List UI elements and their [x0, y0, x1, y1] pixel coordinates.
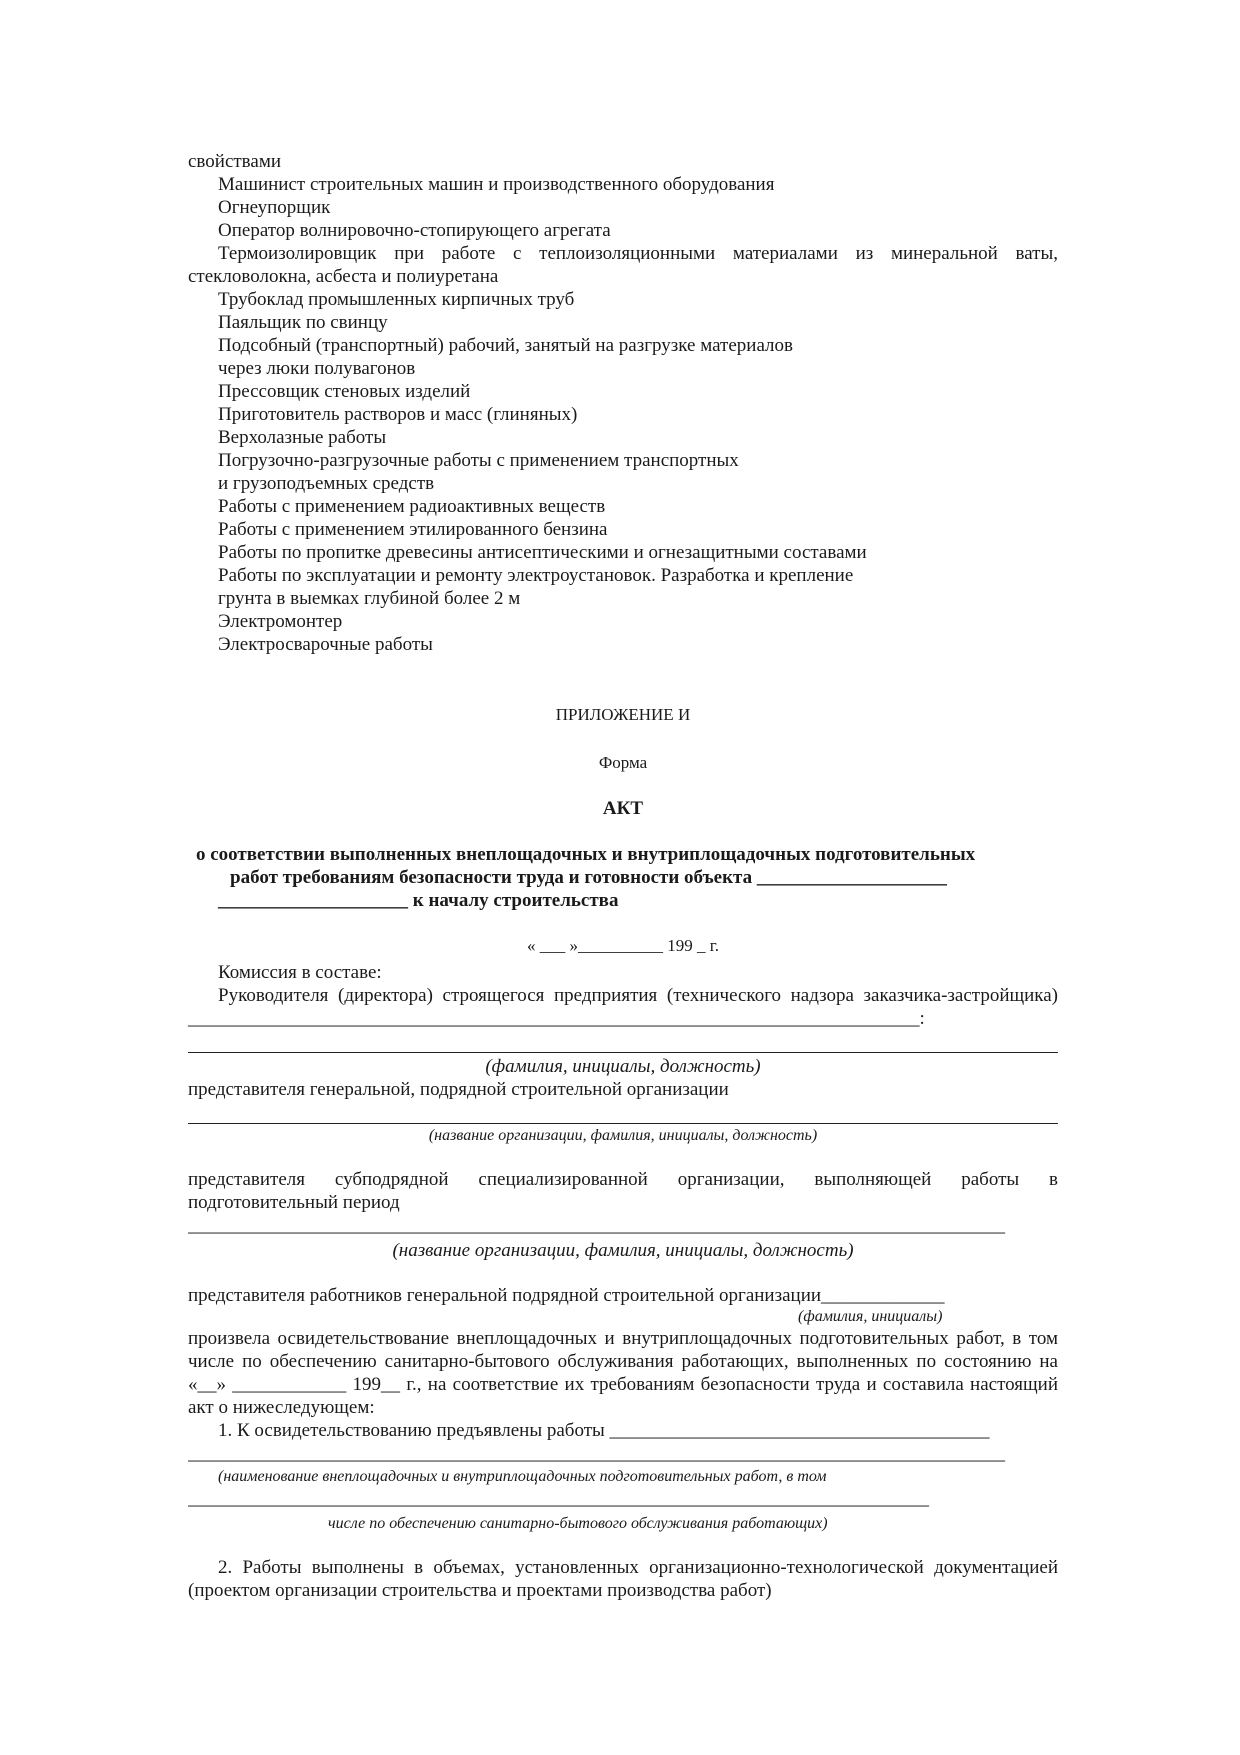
list-lead: свойствами	[188, 151, 282, 172]
list-item: Работы с применением этилированного бензина	[218, 519, 608, 540]
caption-org-name-position-2: (название организации, фамилия, инициалы, должность)	[392, 1240, 854, 1261]
list-item: Работы по эксплуатации и ремонту электроустановок. Разработка и крепление	[218, 565, 854, 586]
list-item: Верхолазные работы	[218, 427, 387, 448]
list-item: Трубоклад промышленных кирпичных труб	[218, 289, 575, 310]
caption-name-initials: (фамилия, инициалы)	[798, 1308, 943, 1325]
list-item: Машинист строительных машин и производственного оборудования	[218, 174, 775, 195]
workers-rep: представителя работников генеральной подрядной строительной организации_____________	[188, 1285, 945, 1306]
inspection-paragraph: произвела освидетельствование внеплощадочных и внутриплощадочных подготовительных работ, в том числе по обеспечению санитарно-бытового обслуживания работающих, выполненных по состоянию на «__» ____________ 199__ г., на соответствие их требованиям безопасности труда и составила настоящий акт о нижеследующем:	[188, 1328, 1058, 1418]
subcontractor-rep: представителя субподрядной специализированной организации, выполняющей работы в подготовительный период	[188, 1169, 1058, 1213]
fill-line-1	[188, 1052, 1058, 1053]
caption-org-name-position: (название организации, фамилия, инициалы, должность)	[428, 1127, 818, 1144]
item-1: 1. К освидетельствованию предъявлены работы ________________________________________	[218, 1420, 990, 1441]
form-label: Форма	[598, 753, 648, 772]
list-item: Огнеупорщик	[218, 197, 331, 218]
act-subtitle	[188, 843, 1058, 912]
item-2: 2. Работы выполнены в объемах, установленных организационно-технологической документацией (проектом организации строительства и проектами производства работ)	[188, 1557, 1058, 1601]
list-item: Оператор волнировочно-стопирующего агрегата	[218, 220, 611, 241]
list-item: Электромонтер	[218, 611, 343, 632]
act-subtitle-line-3: ____________________ к началу строительства	[218, 890, 619, 911]
caption-sanitary: числе по обеспечению санитарно-бытового обслуживания работающих)	[328, 1515, 828, 1532]
act-subtitle-line-1: о соответствии выполненных внеплощадочных и внутриплощадочных подготовительных	[196, 844, 976, 865]
act-subtitle-line-2: работ требованиям безопасности труда и готовности объекта ____________________	[230, 867, 947, 888]
caption-name-position: (фамилия, инициалы, должность)	[485, 1056, 761, 1077]
list-item: Паяльщик по свинцу	[218, 312, 388, 333]
fill-line-4: ______________________________________________________________________________________	[188, 1443, 1005, 1464]
list-item: Прессовщик стеновых изделий	[218, 381, 471, 402]
list-item: Погрузочно-разгрузочные работы с применением транспортных	[218, 450, 739, 471]
list-item: и грузоподъемных средств	[218, 473, 435, 494]
list-item: Электросварочные работы	[218, 634, 433, 655]
head-of-enterprise: Руководителя (директора) строящегося предприятия (технического надзора заказчика-застройщика) _____________________________________________________________________________:	[188, 985, 1058, 1029]
list-item-thermo: Термоизолировщик при работе с теплоизоляционными материалами из минеральной ваты, стекловолокна, асбеста и полиуретана	[188, 243, 1058, 287]
appendix-title: ПРИЛОЖЕНИЕ И	[555, 705, 691, 724]
list-item: грунта в выемках глубиной более 2 м	[218, 588, 521, 609]
list-item: Работы по пропитке древесины антисептическими и огнезащитными составами	[218, 542, 867, 563]
fill-line-2	[188, 1123, 1058, 1124]
act-title: АКТ	[602, 798, 644, 819]
list-item: Работы с применением радиоактивных веществ	[218, 496, 606, 517]
caption-works-name: (наименование внеплощадочных и внутриплощадочных подготовительных работ, в том	[218, 1468, 827, 1485]
commission-label: Комиссия в составе:	[218, 962, 382, 983]
fill-line-3: ______________________________________________________________________________________	[188, 1215, 1005, 1236]
list-item: через люки полувагонов	[218, 358, 416, 379]
fill-line-5: ______________________________________________________________________________	[188, 1488, 929, 1509]
list-item: Приготовитель растворов и масс (глиняных)	[218, 404, 578, 425]
list-item: Подсобный (транспортный) рабочий, занятый на разгрузке материалов	[218, 335, 793, 356]
act-date: « ___ »__________ 199 _ г.	[526, 936, 720, 955]
general-contractor-rep: представителя генеральной, подрядной строительной организации	[188, 1079, 729, 1100]
document-page	[188, 150, 1058, 1602]
